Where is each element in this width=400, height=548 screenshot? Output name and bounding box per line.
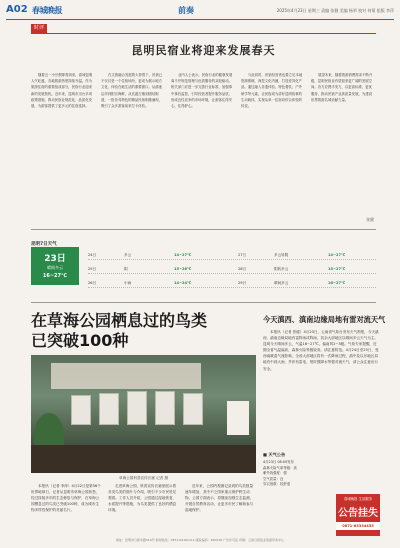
weather-condition: 小雨 [124, 281, 132, 285]
lead-headline[interactable] [31, 311, 231, 351]
commentary-paragraph: 展望未来，随着旅游消费需求不断升级，昆明民宿业有望迎来更广阔的发展空间。各方应携手发力，以更高标准、更优服务，推动民宿产业高质量发展，为建设世界旅游名城贡献力量。 [311, 73, 373, 102]
photo-wall [51, 363, 201, 389]
weather-day: 26日 [88, 281, 97, 285]
weather-condition: 多云 [124, 253, 132, 257]
commentary-paragraph: 在文旅融合发展的大背景下，民宿已不仅仅是一个住宿场所，更成为展示地方文化、体验在地生活的重要窗口。从滇池沿岸到阳宗海畔，从官渡古镇到团结街道，一批各具特色的精品民宿相继涌现，吸引了众多游客前来打卡体验。 [101, 73, 163, 109]
masthead [6, 4, 394, 20]
photo-caption: 草海公园科普宣传长廊 记者 摄 [118, 476, 168, 480]
weather-heading: 昆明7日天气 [31, 242, 57, 247]
photo-floor [31, 445, 256, 473]
exhibit-panel [155, 391, 175, 425]
weather-condition: 阴转多云 [274, 267, 289, 271]
commentary-column [311, 72, 375, 224]
lead-column [31, 483, 102, 533]
weather-temp: 14~27℃ [174, 253, 192, 257]
divider [31, 229, 376, 230]
weather-today-temp: 16~27℃ [42, 273, 68, 279]
commentary-paragraph: 业内人士表示，民宿行业的健康发展离不开规范管理与优质服务的双轮驱动。相关部门应进一步完善行业标准，加强事中事后监管，引导经营者提升服务品质，形成良性竞争的市场环境，让游客住得安心、住得舒心。 [171, 73, 233, 109]
notice-item: 4月23日 08:00发布 [263, 460, 294, 464]
page-footer: 地址：昆明市日新中路516号 新闻热线：0871-64161111 邮政编码：650228 广告许可证 印刷：云南日报报业集团印务中心 [116, 538, 284, 542]
exhibit-panel [71, 395, 91, 425]
weather-today-date: 23日 [44, 254, 66, 264]
commentary-rule [31, 33, 376, 34]
weather-day: 27日 [238, 253, 247, 257]
classified-ad[interactable] [336, 494, 380, 536]
paper-logo: 春城晚报 [32, 5, 62, 15]
commentary-column [31, 72, 95, 224]
weather-today-box [31, 247, 79, 285]
page-code: A02 [6, 4, 28, 15]
ad-phone: 0871-63334455 63200705 [336, 522, 380, 530]
lead-column [108, 483, 179, 533]
commentary-paragraph: 随着五一小长假即将到来，春城昆明人气旺盛，各地旅游热度持续升温。作为旅游住宿的重要组成部分，民宿行业迎来新的发展契机。近年来，昆明市出台多项政策措施，推动民宿业规范化、品质化发展，为游客提供了更多元的住宿选择。 [31, 73, 93, 109]
notice-item: 空气质量：良 [263, 476, 284, 481]
ad-main-text: 公告挂失 [338, 508, 378, 519]
weather-temp: 16~27℃ [328, 281, 346, 285]
weather-article-body [263, 329, 380, 449]
weather-day: 28日 [238, 267, 247, 271]
exhibit-panel [99, 393, 119, 425]
commentary-tag: 时评 [31, 24, 47, 33]
weather-day: 25日 [88, 267, 97, 271]
commentary-author: 张健 [366, 217, 374, 222]
commentary-headline[interactable]: 昆明民宿业将迎来发展春天 [131, 44, 276, 57]
lead-paragraph: 近年来，公园内观测记录到的鸟类数量逐年增加，其中不乏国家重点保护野生动物。公园方面表示，将继续加强生态监测，开展自然教育活动，让更多市民了解和参与湿地保护。 [185, 484, 254, 512]
weather-row [88, 281, 376, 288]
notice-section-title: ■ 天气公告 [263, 452, 286, 457]
photo-sign [227, 401, 249, 435]
weather-day: 24日 [88, 253, 97, 257]
weather-condition: 多云转阴 [274, 253, 289, 257]
weather-day: 29日 [238, 281, 247, 285]
commentary-body [31, 72, 376, 224]
weather-article-paragraph: 本报讯（记者 张健）4月23日，云南省气象台发布天气预报，今天滇西、滇南边缘局地有雷阵雨或阵雨，其余大部地区以晴间多云天气为主。昆明今天晴间多云，气温16~27℃，偏南风2~3级。气象专家提醒，近期全省气温偏高，森林火险等级较高，请注意防范。4月24日至25日，受西南暖湿气流影响，全省大部地区将有一次降雨过程，滇中及以东地区局地有中到大雨，并伴有雷电、短时强降水等强对流天气，请公众注意出行安全。 [263, 330, 379, 371]
weather-temp: 15~27℃ [328, 267, 346, 271]
lead-headline-line: 在草海公园栖息过的鸟类 [31, 311, 208, 330]
weather-temp: 15~26℃ [174, 267, 192, 271]
notice-item: 森林火险气象等级：高 [263, 465, 297, 470]
lead-body [31, 483, 256, 533]
exhibit-panel [183, 393, 203, 425]
lead-photo [31, 355, 256, 473]
weather-forecast-table [88, 253, 376, 299]
commentary-paragraph: 与此同时，民宿经营者也要立足本地资源禀赋，深挖文化内涵，打造差异化产品。通过融入非遗体验、特色餐饮、户外研学等元素，让民宿成为讲好昆明故事的生动载体，实现从单一住宿向综合体验的转变。 [241, 73, 303, 109]
weather-temp: 14~27℃ [328, 253, 346, 257]
weather-row [88, 267, 376, 274]
weather-article-headline[interactable]: 今天滇西、滇南边缘局地有雷对流天气 [263, 315, 386, 324]
commentary-column [241, 72, 305, 224]
weather-condition: 阴 [124, 267, 128, 271]
lead-column [185, 483, 256, 533]
ad-top-text: 春城晚报 生活服务 [343, 497, 373, 501]
divider [31, 302, 376, 303]
weather-row [88, 253, 376, 260]
lead-paragraph: 本报讯（记者 李萍）4月22日是第56个世界地球日，记者从昆明市草海公园获悉，经过持续多年的生态修复与保护，在草海公园栖息过的鸟类已突破100种，成为城市生物多样性保护的亮丽名片。 [31, 484, 101, 512]
lead-paragraph: 走进草海公园，科普宣传长廊里展示着各类鸟类的图片与介绍，吸引不少市民驻足观看。工作人员介绍，公园通过湿地恢复、水质提升等措施，为鸟类提供了良好的栖息环境。 [108, 484, 177, 512]
weather-temp: 14~24℃ [174, 281, 192, 285]
weather-today-condition: 晴间多云 [47, 265, 63, 270]
commentary-column [101, 72, 165, 224]
commentary-column [171, 72, 235, 224]
date-line: 2025年4月23日 星期三 责编 张健 美编 杨翠 校对 何菊 组版 李萍 [276, 8, 394, 13]
notice-item: 紫外线强度：强 [263, 471, 287, 476]
weather-condition: 晴间多云 [274, 281, 289, 285]
notice-item: 穿衣指数：较舒适 [263, 482, 291, 487]
notice-list [263, 460, 335, 488]
section-name: 前奏 [178, 6, 194, 15]
exhibit-panel [127, 391, 147, 425]
lead-headline-line: 已突破100种 [31, 331, 129, 350]
